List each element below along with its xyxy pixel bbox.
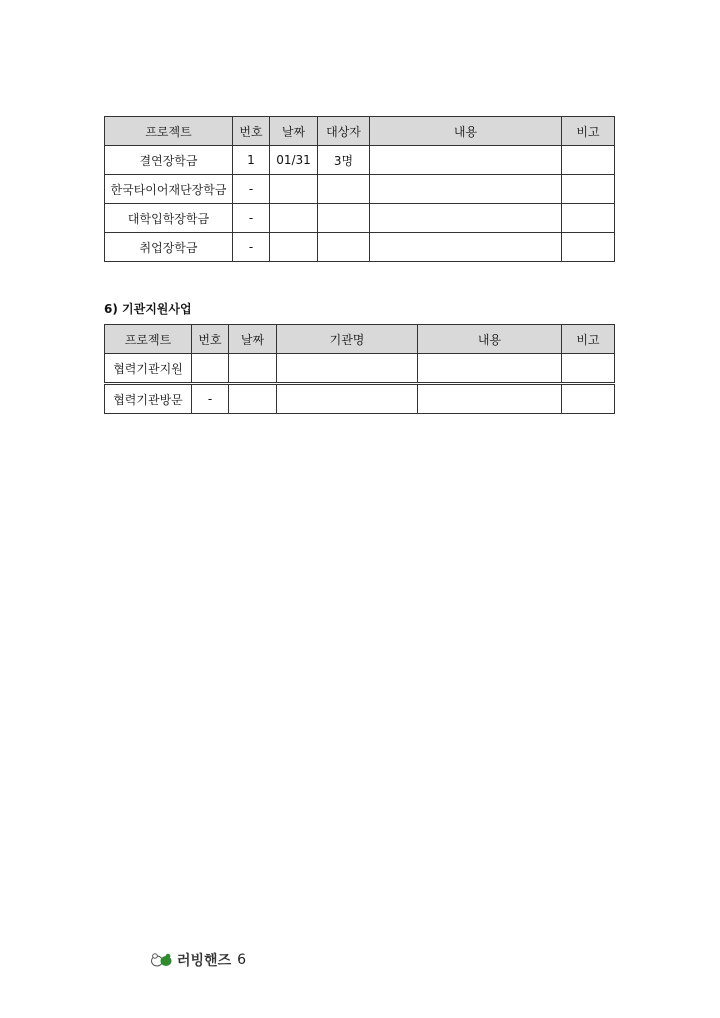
table-header-row (105, 325, 615, 354)
table-row (105, 233, 615, 262)
col-header-project: 프로젝트 (105, 117, 233, 146)
cell-content (418, 384, 562, 414)
cell-number: - (233, 175, 270, 204)
cell-date (270, 175, 318, 204)
cell-project: 협력기관지원 (105, 354, 192, 384)
cell-institution (277, 354, 418, 384)
cell-project: 대학입학장학금 (105, 204, 233, 233)
col-header-date: 날짜 (229, 325, 277, 354)
loving-hands-logo-icon (150, 951, 174, 969)
cell-remarks (562, 354, 615, 384)
col-header-content: 내용 (370, 117, 562, 146)
col-header-date: 날짜 (270, 117, 318, 146)
cell-recipients (318, 175, 370, 204)
col-header-number: 번호 (192, 325, 229, 354)
footer-brand: 러빙핸즈 (177, 953, 232, 969)
table-row (105, 175, 615, 204)
cell-content (370, 175, 562, 204)
col-header-number: 번호 (233, 117, 270, 146)
col-header-institution: 기관명 (277, 325, 418, 354)
table-header-row (105, 117, 615, 146)
cell-remarks (562, 175, 615, 204)
cell-number: - (192, 384, 229, 414)
cell-date (270, 204, 318, 233)
cell-institution (277, 384, 418, 414)
table-row (105, 146, 615, 175)
cell-remarks (562, 233, 615, 262)
col-header-recipients: 대상자 (318, 117, 370, 146)
cell-recipients: 3명 (318, 146, 370, 175)
cell-content (370, 233, 562, 262)
page-number: 6 (237, 952, 247, 968)
cell-remarks (562, 204, 615, 233)
page-footer (150, 950, 246, 970)
cell-recipients (318, 204, 370, 233)
table-row (105, 204, 615, 233)
cell-date (229, 384, 277, 414)
cell-number (192, 354, 229, 384)
cell-content (370, 204, 562, 233)
col-header-project: 프로젝트 (105, 325, 192, 354)
cell-number: - (233, 233, 270, 262)
col-header-content: 내용 (418, 325, 562, 354)
cell-project: 취업장학금 (105, 233, 233, 262)
col-header-remarks: 비고 (562, 117, 615, 146)
cell-recipients (318, 233, 370, 262)
cell-content (418, 354, 562, 384)
cell-remarks (562, 146, 615, 175)
cell-date: 01/31 (270, 146, 318, 175)
cell-content (370, 146, 562, 175)
cell-project: 한국타이어재단장학금 (105, 175, 233, 204)
scholarship-table (104, 116, 615, 262)
cell-number: - (233, 204, 270, 233)
cell-remarks (562, 384, 615, 414)
table-row (105, 384, 615, 414)
cell-date (229, 354, 277, 384)
cell-number: 1 (233, 146, 270, 175)
institution-support-table (104, 324, 615, 414)
col-header-remarks: 비고 (562, 325, 615, 354)
cell-date (270, 233, 318, 262)
table-row (105, 354, 615, 384)
section-heading: 6) 기관지원사업 (104, 302, 192, 316)
cell-project: 결연장학금 (105, 146, 233, 175)
cell-project: 협력기관방문 (105, 384, 192, 414)
